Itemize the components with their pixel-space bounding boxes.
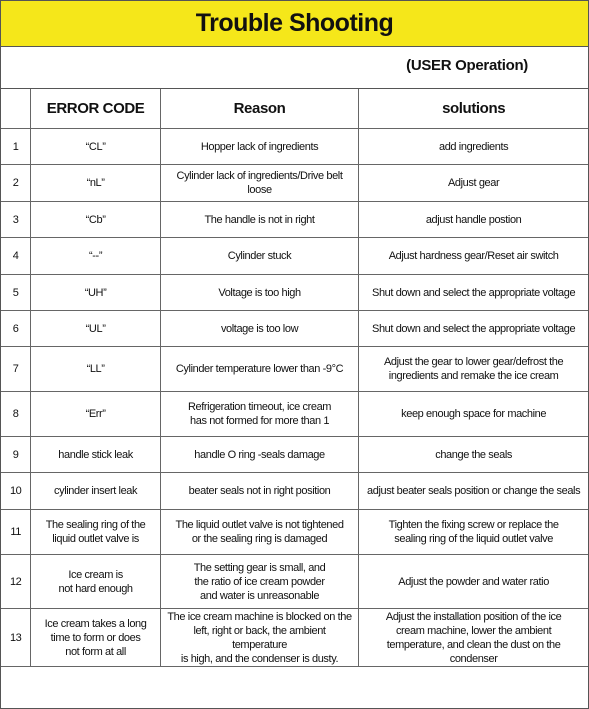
reason-cell-text: Cylinder stuck (227, 250, 292, 262)
error-code-cell (31, 129, 161, 165)
error-code-cell-text: The sealing ring of the liquid outlet valve is (45, 519, 146, 545)
row-number-cell-text: 10 (9, 485, 22, 497)
reason-cell-text: Voltage is too high (218, 286, 301, 299)
error-code-cell (31, 555, 161, 609)
table-row (1, 165, 588, 202)
table-row (1, 202, 588, 238)
table-row (1, 129, 588, 165)
solution-cell (359, 473, 588, 510)
solution-cell-text: adjust beater seals position or change the seals (367, 485, 581, 497)
reason-cell (160, 311, 358, 347)
row-number-cell-text: 3 (12, 213, 19, 226)
row-number-cell-text: 7 (12, 363, 19, 375)
row-number-cell (1, 609, 31, 667)
row-number-cell (1, 129, 31, 165)
row-number-cell (1, 555, 31, 609)
reason-cell (160, 165, 358, 202)
solution-cell (359, 392, 588, 437)
solution-cell (359, 165, 588, 202)
reason-cell (160, 473, 358, 510)
table-header-row (1, 89, 588, 129)
error-code-cell (31, 165, 161, 202)
error-code-cell-text: “Err” (85, 408, 106, 420)
solution-cell-text: Tighten the fixing screw or replace the sealing ring of the liquid outlet valve (388, 519, 559, 545)
reason-cell (160, 510, 358, 555)
error-code-cell-text: “nL” (86, 177, 105, 189)
error-code-cell (31, 311, 161, 347)
solution-cell (359, 555, 588, 609)
solution-cell-text: Shut down and select the appropriate voltage (372, 322, 576, 335)
row-number-cell (1, 510, 31, 555)
row-number-cell-text: 4 (12, 250, 19, 262)
error-code-cell-text: handle stick leak (58, 448, 133, 461)
solution-cell (359, 202, 588, 238)
solution-cell-text: Adjust the installation position of the ice cream machine, lower the ambient temperature, and clean the dust on the condenser (385, 610, 562, 665)
error-code-cell-text: “CL” (85, 140, 106, 153)
reason-cell (160, 609, 358, 667)
solution-cell (359, 347, 588, 392)
column-header-reason: Reason (160, 89, 358, 129)
row-number-cell (1, 311, 31, 347)
solution-cell (359, 609, 588, 667)
solution-cell-text: adjust handle postion (425, 213, 522, 226)
solution-cell-text: keep enough space for machine (401, 408, 547, 420)
reason-cell-text: handle O ring -seals damage (194, 448, 325, 461)
reason-cell (160, 238, 358, 275)
page-subtitle: (USER Operation) (406, 57, 528, 74)
reason-cell-text: The handle is not in right (204, 213, 315, 226)
table-row (1, 555, 588, 609)
error-code-cell-text: cylinder insert leak (54, 485, 138, 497)
solution-cell-text: Adjust gear (447, 177, 500, 189)
error-code-cell (31, 202, 161, 238)
solution-cell (359, 311, 588, 347)
column-header-number (1, 89, 31, 129)
row-number-cell (1, 347, 31, 392)
column-header-solutions: solutions (359, 89, 588, 129)
page-title: Trouble Shooting (195, 9, 394, 37)
table-row (1, 275, 588, 311)
error-code-cell (31, 510, 161, 555)
error-code-cell-text: Ice cream is not hard enough (58, 568, 133, 595)
title-banner (1, 1, 588, 47)
row-number-cell (1, 275, 31, 311)
error-code-cell-text: Ice cream takes a long time to form or does not form at all (44, 617, 147, 658)
table-row (1, 311, 588, 347)
table-row (1, 238, 588, 275)
reason-cell (160, 202, 358, 238)
row-number-cell (1, 473, 31, 510)
solution-cell (359, 238, 588, 275)
reason-cell-text: Refrigeration timeout, ice cream has not formed for more than 1 (187, 401, 332, 427)
solution-cell-text: Adjust the powder and water ratio (398, 575, 549, 588)
reason-cell-text: Hopper lack of ingredients (200, 140, 319, 153)
solution-cell-text: Shut down and select the appropriate voltage (372, 286, 576, 299)
row-number-cell-text: 9 (12, 448, 19, 461)
error-code-table (1, 89, 588, 667)
solution-cell-text: Adjust the gear to lower gear/defrost the ingredients and remake the ice cream (383, 356, 564, 382)
solution-cell-text: Adjust hardness gear/Reset air switch (388, 250, 559, 262)
row-number-cell-text: 12 (9, 575, 22, 588)
row-number-cell-text: 8 (12, 408, 19, 420)
error-code-cell-text: “--” (89, 250, 103, 262)
row-number-cell-text: 5 (12, 286, 19, 299)
error-code-cell-text: “UL” (85, 322, 106, 335)
row-number-cell (1, 238, 31, 275)
row-number-cell-text: 11 (10, 526, 21, 538)
reason-cell (160, 437, 358, 473)
row-number-cell-text: 6 (12, 322, 19, 335)
error-code-cell (31, 473, 161, 510)
error-code-cell-text: “UH” (84, 286, 107, 299)
row-number-cell-text: 1 (12, 140, 19, 153)
table-row (1, 510, 588, 555)
row-number-cell (1, 202, 31, 238)
column-header-error-code: ERROR CODE (31, 89, 161, 129)
solution-cell-text: add ingredients (439, 140, 509, 153)
table-row (1, 437, 588, 473)
solution-cell (359, 437, 588, 473)
reason-cell (160, 555, 358, 609)
error-code-cell (31, 437, 161, 473)
reason-cell (160, 129, 358, 165)
solution-cell (359, 129, 588, 165)
table-row (1, 609, 588, 667)
reason-cell-text: The setting gear is small, and the ratio of ice cream powder and water is unreasonable (193, 561, 326, 602)
table-body (1, 129, 588, 667)
reason-cell (160, 275, 358, 311)
error-code-cell (31, 275, 161, 311)
error-code-cell-text: “Cb” (85, 213, 106, 226)
error-code-cell (31, 392, 161, 437)
table-row (1, 392, 588, 437)
reason-cell-text: beater seals not in right position (188, 485, 331, 497)
reason-cell-text: The liquid outlet valve is not tightened or the sealing ring is damaged (175, 519, 344, 545)
solution-cell (359, 275, 588, 311)
row-number-cell (1, 392, 31, 437)
reason-cell-text: voltage is too low (220, 322, 299, 335)
row-number-cell-text: 13 (9, 631, 22, 644)
subtitle-row (1, 47, 588, 89)
reason-cell-text: Cylinder temperature lower than -9°C (175, 363, 344, 375)
row-number-cell (1, 165, 31, 202)
error-code-cell (31, 347, 161, 392)
solution-cell-text: change the seals (435, 448, 512, 461)
table-row (1, 347, 588, 392)
error-code-cell-text: “LL” (86, 363, 105, 375)
row-number-cell (1, 437, 31, 473)
error-code-cell (31, 609, 161, 667)
reason-cell (160, 347, 358, 392)
solution-cell (359, 510, 588, 555)
reason-cell-text: Cylinder lack of ingredients/Drive belt loose (176, 170, 343, 196)
error-code-cell (31, 238, 161, 275)
table-row (1, 473, 588, 510)
reason-cell (160, 392, 358, 437)
row-number-cell-text: 2 (12, 177, 19, 189)
reason-cell-text: The ice cream machine is blocked on the left, right or back, the ambient temperature is high, and the condenser is dusty. (167, 610, 352, 665)
